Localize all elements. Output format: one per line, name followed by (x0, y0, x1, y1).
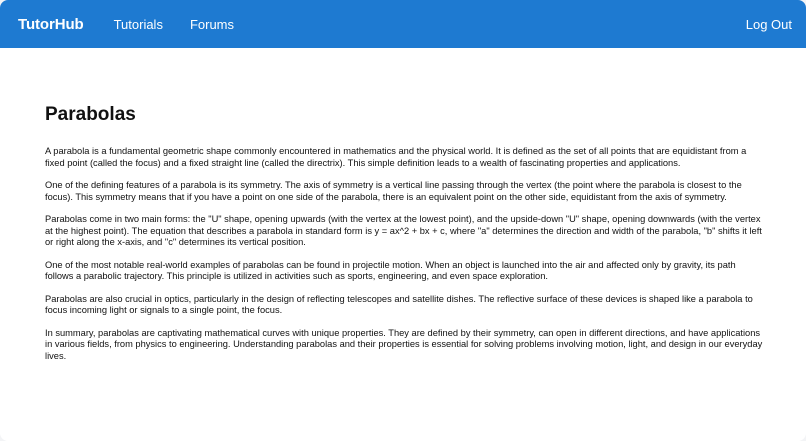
brand-logo[interactable]: TutorHub (18, 15, 84, 33)
article-paragraph: Parabolas are also crucial in optics, particularly in the design of reflecting telescopes and satellite dishes. The reflective surface of these devices is shaped like a parabola to focus incoming light or signals to a single point, the focus. (45, 293, 753, 315)
article-paragraph: One of the most notable real-world examples of parabolas can be found in projectile motion. When an object is launched into the air and affected only by gravity, its path follows a parabolic trajectory. This principle is utilized in activities such as sports, engineering, and even space exploration. (45, 259, 736, 281)
article-paragraph: A parabola is a fundamental geometric shape commonly encountered in mathematics and the physical world. It is defined as the set of all points that are equidistant from a fixed point (called the focus) and a fixed straight line (called the directrix). This simple definition leads to a wealth of fascinating properties and applications. (45, 146, 747, 168)
page-title: Parabolas (45, 104, 136, 125)
article-paragraph: In summary, parabolas are captivating mathematical curves with unique properties. They are defined by their symmetry, can open in different directions, and have applications in various fields, from physics to engineering. Understanding parabolas and their properties is essential for solving problems involving motion, light, and design in our everyday lives. (45, 327, 763, 361)
top-navbar (0, 0, 806, 48)
nav-forums-link[interactable]: Forums (189, 16, 235, 32)
article-content (0, 48, 806, 362)
article-paragraph: One of the defining features of a parabola is its symmetry. The axis of symmetry is a vertical line passing through the vertex (the point where the parabola is closest to the focus). This symmetry means that if you have a point on one side of the parabola, there is an equivalent point on the other side, equidistant from the axis of symmetry. (45, 180, 742, 202)
article-paragraph: Parabolas come in two main forms: the "U" shape, opening upwards (with the vertex at the lowest point), and the upside-down "U" shape, opening downwards (with the vertex at the highest point). The equation that describes a parabola in standard form is y = ax^2 + bx + c, where "a" determines the direction and width of the parabola, "b" shifts it left or right along the x-axis, and "c" determines its vertical position. (45, 214, 762, 247)
logout-link[interactable]: Log Out (745, 16, 792, 32)
nav-tutorials-link[interactable]: Tutorials (113, 16, 163, 32)
